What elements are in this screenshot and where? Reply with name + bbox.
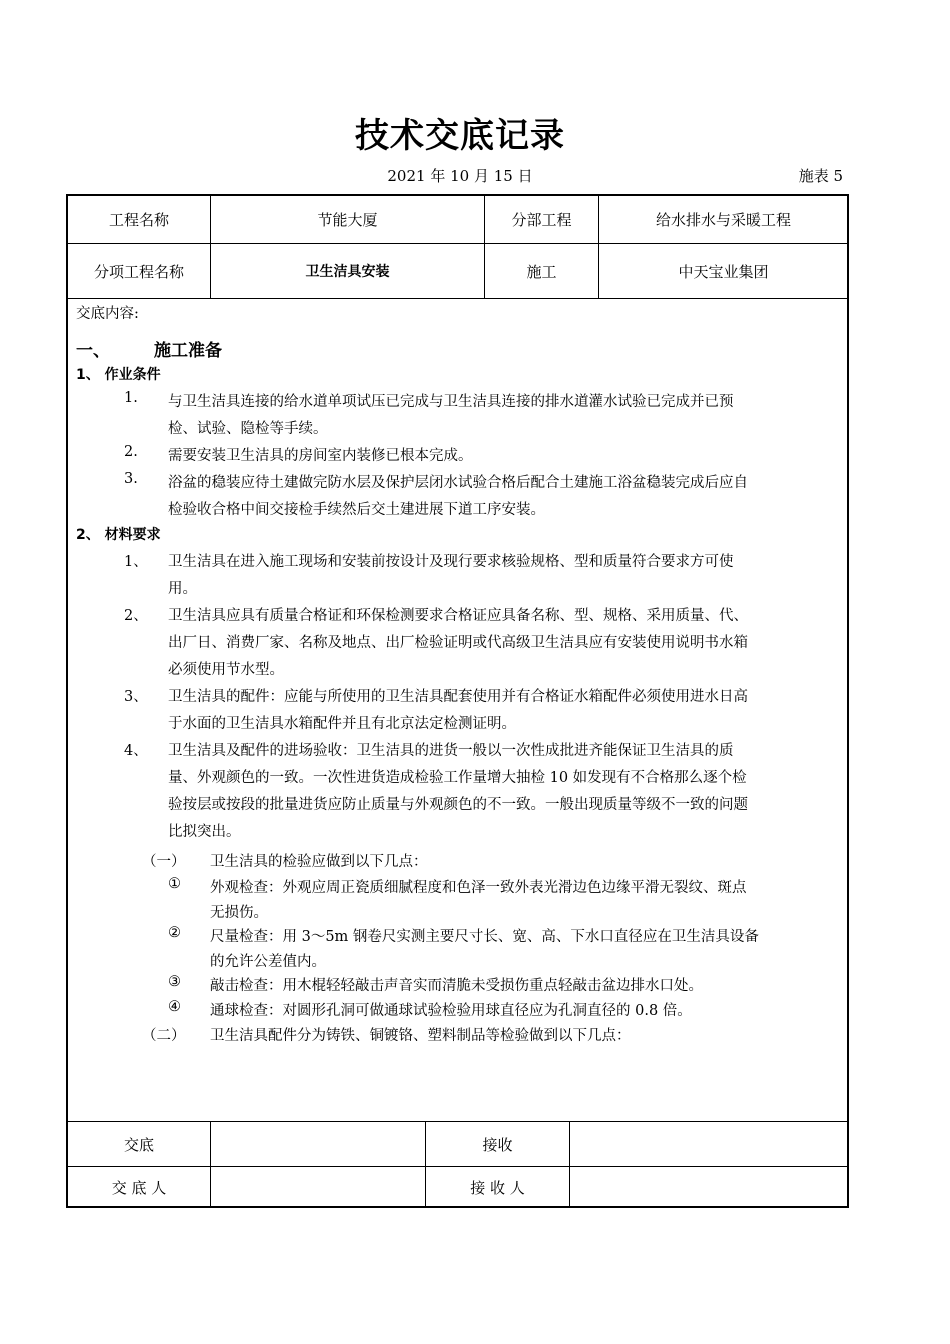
list-item-number: 3. xyxy=(124,471,138,487)
list-item-line: 卫生洁具应具有质量合格证和环保检测要求合格证应具备名称、型、规格、采用质量、代、 xyxy=(168,608,748,624)
handover-person-label: 交 底 人 xyxy=(111,1178,167,1197)
receive-label: 接收 xyxy=(482,1135,513,1154)
check-number: ④ xyxy=(168,999,181,1015)
list-item-line: 量、外观颜色的一致。一次性进货造成检验工作量增大抽检 10 如发现有不合格那么逐个检 xyxy=(168,770,747,786)
handover-person-value[interactable] xyxy=(211,1167,425,1207)
project-name-value: 节能大厦 xyxy=(317,211,378,229)
handover-label: 交底 xyxy=(123,1135,154,1154)
list-item-line: 检验收合格中间交接检手续然后交土建进展下道工序安装。 xyxy=(168,502,545,518)
section-1-number: 一、 xyxy=(76,341,110,361)
check-number: ③ xyxy=(168,974,181,990)
check-number: ② xyxy=(168,925,181,941)
date: 2021 年 10 月 15 日 xyxy=(387,167,533,185)
list-item-line: 用。 xyxy=(168,581,197,597)
list-item-line: 检、试验、隐检等手续。 xyxy=(168,421,328,437)
list-item-number: 1. xyxy=(124,390,138,406)
work-conditions-title: 1、 作业条件 xyxy=(76,367,161,383)
check-line: 尺量检查：用 3～5m 钢卷尺实测主要尺寸长、宽、高、下水口直径应在卫生洁具设备 xyxy=(210,929,759,945)
division-value: 给水排水与采暖工程 xyxy=(655,211,791,229)
check-line: 无损伤。 xyxy=(210,905,268,921)
subitem-value: 卫生洁具安装 xyxy=(305,264,390,280)
page-title: 技术交底记录 xyxy=(355,116,565,156)
list-item-line: 必须使用节水型。 xyxy=(168,662,284,678)
content-label: 交底内容: xyxy=(76,306,139,322)
subitem-label: 分项工程名称 xyxy=(93,262,184,281)
list-item-line: 验按层或按段的批量进货应防止质量与外观颜色的不一致。一般出现质量等级不一致的问题 xyxy=(168,797,748,813)
list-item-number: 4、 xyxy=(124,743,148,759)
receive-person-value[interactable] xyxy=(570,1167,848,1207)
part-1-number: （一） xyxy=(142,854,186,870)
check-line: 通球检查：对圆形孔洞可做通球试验检验用球直径应为孔洞直径的 0.8 倍。 xyxy=(210,1003,692,1019)
part-1-text: 卫生洁具的检验应做到以下几点： xyxy=(210,854,428,870)
list-item-number: 1、 xyxy=(124,554,148,570)
list-item-line: 卫生洁具及配件的进场验收：卫生洁具的进货一般以一次性成批进齐能保证卫生洁具的质 xyxy=(168,743,734,759)
check-line: 外观检查：外观应周正瓷质细腻程度和色泽一致外表光滑边色边缘平滑无裂纹、斑点 xyxy=(210,880,747,896)
receive-value[interactable] xyxy=(570,1122,848,1166)
handover-value[interactable] xyxy=(211,1122,425,1166)
list-item-line: 卫生洁具在进入施工现场和安装前按设计及现行要求核验规格、型和质量符合要求方可使 xyxy=(168,554,734,570)
list-item-line: 比拟突出。 xyxy=(168,824,241,840)
list-item-line: 于水面的卫生洁具水箱配件并且有北京法定检测证明。 xyxy=(168,716,516,732)
construction-value: 中天宝业集团 xyxy=(678,262,769,281)
receive-person-label: 接 收 人 xyxy=(470,1178,525,1197)
check-line: 的允许公差值内。 xyxy=(210,954,326,970)
list-item-line: 出厂日、消费厂家、名称及地点、出厂检验证明或代高级卫生洁具应有安装使用说明书水箱 xyxy=(168,635,748,651)
construction-label: 施工 xyxy=(526,262,557,281)
list-item-number: 2、 xyxy=(124,608,148,624)
list-item-line: 与卫生洁具连接的给水道单项试压已完成与卫生洁具连接的排水道灌水试验已完成并已预 xyxy=(168,394,734,410)
division-label: 分部工程 xyxy=(511,211,572,229)
part-2-text: 卫生洁具配件分为铸铁、铜镀铬、塑料制品等检验做到以下几点： xyxy=(210,1028,631,1044)
list-item-number: 3、 xyxy=(124,689,148,705)
check-line: 敲击检查：用木棍轻轻敲击声音实而清脆未受损伤重点轻敲击盆边排水口处。 xyxy=(210,978,703,994)
list-item-line: 需要安装卫生洁具的房间室内装修已根本完成。 xyxy=(168,448,473,464)
list-item-number: 2. xyxy=(124,444,138,460)
material-requirements-title: 2、 材料要求 xyxy=(76,527,161,543)
check-number: ① xyxy=(168,876,181,892)
list-item-line: 卫生洁具的配件：应能与所使用的卫生洁具配套使用并有合格证水箱配件必须使用进水日高 xyxy=(168,689,748,705)
list-item-line: 浴盆的稳装应待土建做完防水层及保护层闭水试验合格后配合土建施工浴盆稳装完成后应自 xyxy=(168,475,748,491)
project-name-label: 工程名称 xyxy=(108,211,169,229)
section-1-title: 施工准备 xyxy=(154,341,222,361)
form-number: 施表 5 xyxy=(798,167,843,185)
part-2-number: （二） xyxy=(142,1028,186,1044)
